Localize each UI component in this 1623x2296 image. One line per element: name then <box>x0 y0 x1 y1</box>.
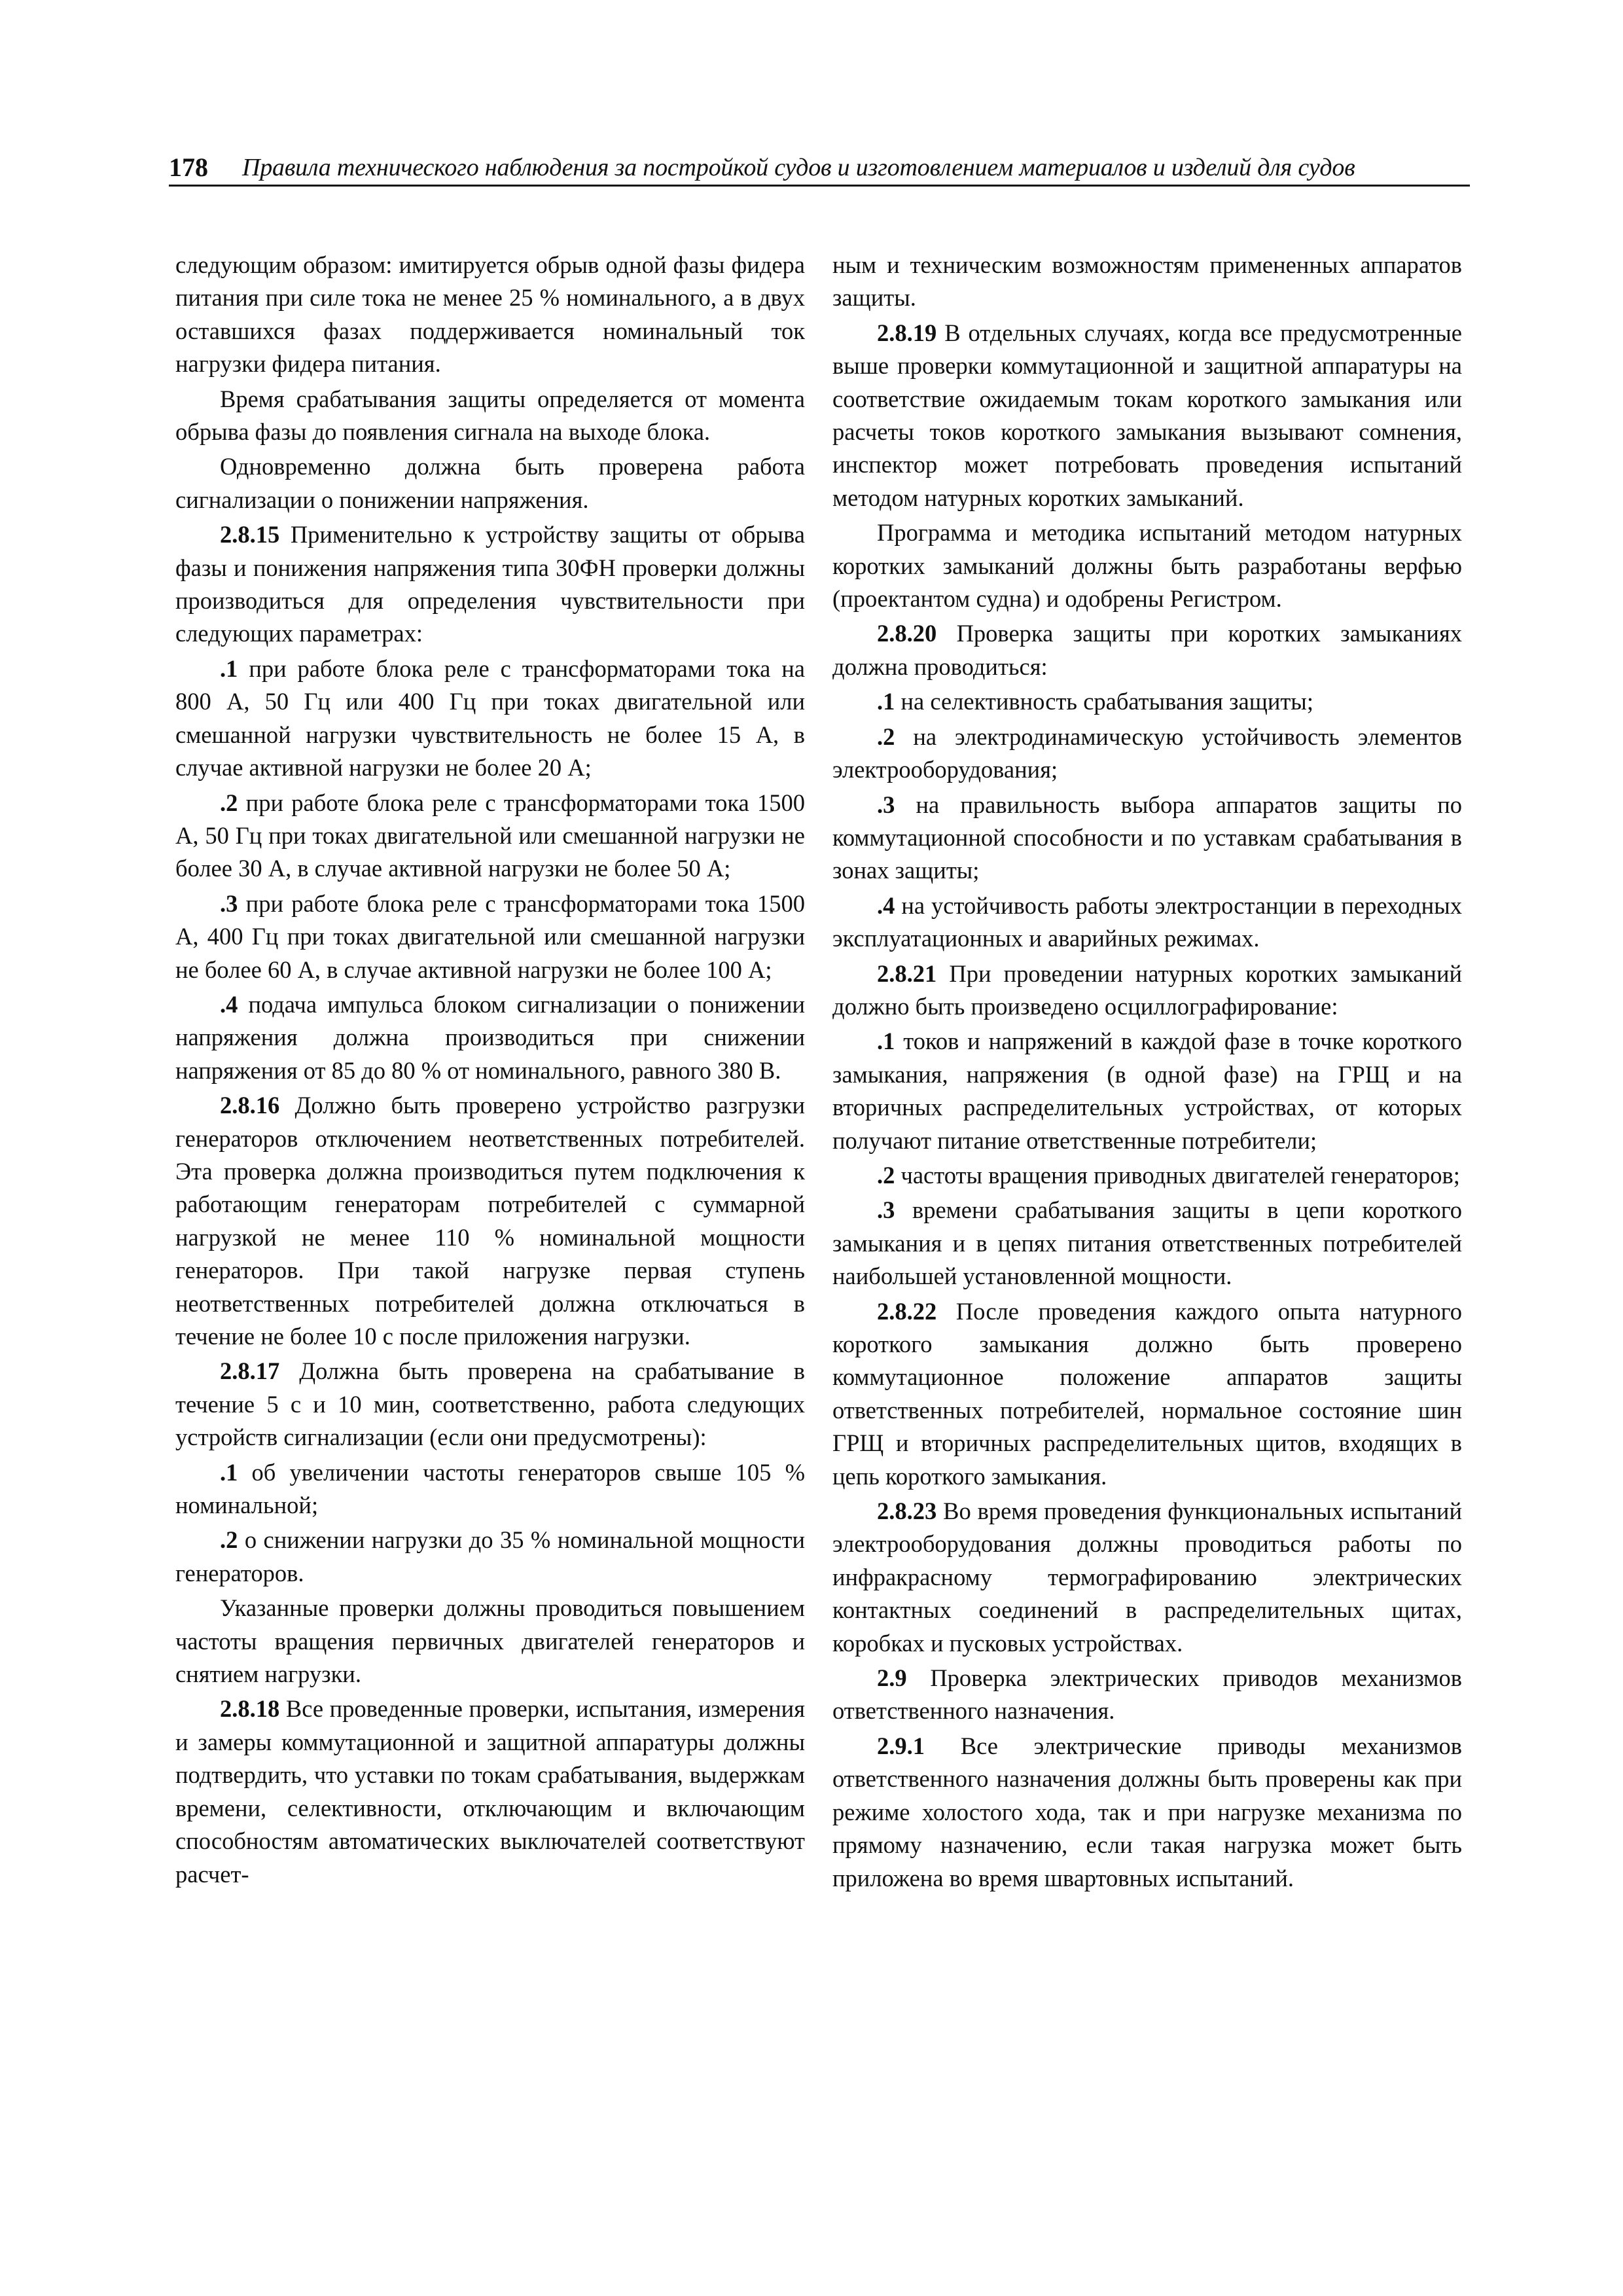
clause-number: .2 <box>220 1526 238 1554</box>
paragraph-text: Указанные проверки должны проводиться повышением частоты вращения первичных двигателей генераторов и снятием нагрузки. <box>175 1594 805 1688</box>
paragraph <box>175 1524 805 1590</box>
paragraph-text: при работе блока реле с трансформаторами тока 1500 А, 50 Гц при токах двигательной или смешанной нагрузки не более 30 А, в случае активной нагрузки не более 50 А; <box>175 789 806 882</box>
clause-number: 2.9.1 <box>877 1732 925 1759</box>
paragraph <box>175 1089 805 1353</box>
paragraph-text: Все электрические приводы механизмов ответственного назначения должны быть проверены как при режиме холостого хода, так и при нагрузке механизма по прямому назначению, если такая нагрузка может быть приложена во время швартовных испытаний. <box>832 1732 1463 1892</box>
paragraph <box>175 1355 805 1454</box>
paragraph-text: времени срабатывания защиты в цепи короткого замыкания и в цепях питания ответственных потребителей наибольшей установленной мощности. <box>832 1196 1463 1290</box>
paragraph <box>832 685 1462 718</box>
paragraph-text: на селективность срабатывания защиты; <box>901 688 1313 715</box>
paragraph <box>175 518 805 651</box>
paragraph <box>832 617 1462 683</box>
clause-number: 2.8.22 <box>877 1297 937 1325</box>
paragraph <box>832 789 1462 888</box>
clause-number: .1 <box>220 1458 238 1486</box>
clause-number: 2.8.20 <box>877 620 937 647</box>
paragraph-text: ным и техническим возможностям примененных аппаратов защиты. <box>832 251 1462 312</box>
paragraph <box>832 516 1462 615</box>
paragraph-text: на правильность выбора аппаратов защиты по коммутационной способности и по уставкам срабатывания в зонах защиты; <box>832 791 1463 884</box>
paragraph <box>832 249 1462 315</box>
clause-number: .2 <box>877 723 895 750</box>
paragraph-text: Должно быть проверено устройство разгрузки генераторов отключением неответственных потребителей. Эта проверка должна производиться путем подключения к работающим генераторам потребителей с суммарной нагрузкой не менее 110 % номинальной мощности генераторов. При такой нагрузке первая ступень неответственных потребителей должна отключаться в течение не более 10 с после приложения нагрузки. <box>175 1092 806 1350</box>
paragraph-text: Время срабатывания защиты определяется от момента обрыва фазы до появления сигнала на выходе блока. <box>175 385 805 446</box>
paragraph <box>832 958 1462 1024</box>
clause-number: .2 <box>877 1161 895 1189</box>
paragraph <box>832 1194 1462 1293</box>
paragraph <box>832 1730 1462 1895</box>
running-title: Правила технического наблюдения за постройкой судов и изготовлением материалов и изделий для судов <box>242 154 1355 181</box>
paragraph-text: Применительно к устройству защиты от обрыва фазы и понижения напряжения типа 30ФН проверки должны производиться для определения чувствительности при следующих параметрах: <box>175 521 805 647</box>
paragraph <box>175 888 805 986</box>
paragraph-text: подача импульса блоком сигнализации о понижении напряжения должна производиться при снижении напряжения от 85 до 80 % от номинального, равного 380 В. <box>175 990 806 1084</box>
paragraph <box>175 988 805 1087</box>
paragraph-text: следующим образом: имитируется обрыв одной фазы фидера питания при силе тока не менее 25 % номинального, а в двух оставшихся фазах поддерживается номинальный ток нагрузки фидера питания. <box>175 251 805 378</box>
clause-number: .1 <box>220 655 238 682</box>
paragraph <box>175 653 805 785</box>
clause-number: .4 <box>877 891 895 919</box>
clause-number: 2.8.17 <box>220 1357 280 1385</box>
paragraph-text: частоты вращения приводных двигателей генераторов; <box>901 1161 1460 1189</box>
paragraph-text: Во время проведения функциональных испытаний электрооборудования должны проводиться работы по инфракрасному термографированию электрических контактных соединений в распределительных щитах, коробках и пусковых устройствах. <box>832 1498 1463 1657</box>
paragraph <box>175 1456 805 1522</box>
clause-number: 2.8.21 <box>877 960 937 987</box>
page-header <box>169 143 1470 187</box>
clause-number: .3 <box>877 1196 895 1224</box>
paragraph-text: Должна быть проверена на срабатывание в течение 5 с и 10 мин, соответственно, работа следующих устройств сигнализации (если они предусмотрены): <box>175 1357 806 1451</box>
paragraph <box>832 1495 1462 1660</box>
clause-number: .2 <box>220 789 238 816</box>
paragraph <box>175 1592 805 1691</box>
clause-number: 2.8.19 <box>877 319 937 346</box>
paragraph-text: токов и напряжений в каждой фазе в точке короткого замыкания, напряжения (в одной фазе) на ГРЩ и на вторичных распределительных устройствах, от которых получают питание ответственные потребители; <box>832 1028 1463 1154</box>
clause-number: .4 <box>220 990 238 1018</box>
paragraph <box>832 889 1462 956</box>
page-number: 178 <box>169 152 208 182</box>
clause-number: .1 <box>877 688 895 715</box>
paragraph <box>175 1693 805 1890</box>
clause-number: .3 <box>220 889 238 917</box>
paragraph-text: Проверка электрических приводов механизмов ответственного назначения. <box>832 1664 1463 1725</box>
paragraph <box>832 1662 1462 1728</box>
paragraph-text: После проведения каждого опыта натурного короткого замыкания должно быть проверено коммутационное положение аппаратов защиты ответственных потребителей, нормальное состояние шин ГРЩ и вторичных распределительных щитов, входящих в цепь короткого замыкания. <box>832 1297 1462 1490</box>
paragraph <box>832 317 1462 514</box>
paragraph <box>832 1159 1462 1192</box>
paragraph <box>832 721 1462 787</box>
paragraph <box>175 383 805 449</box>
paragraph <box>175 450 805 516</box>
left-column <box>175 249 805 1893</box>
paragraph <box>175 787 805 886</box>
clause-number: .3 <box>877 791 895 818</box>
paragraph-text: о снижении нагрузки до 35 % номинальной мощности генераторов. <box>175 1526 806 1587</box>
paragraph <box>832 1025 1462 1157</box>
paragraph <box>175 249 805 381</box>
paragraph-text: Проверка защиты при коротких замыканиях должна проводиться: <box>832 620 1462 680</box>
clause-number: .1 <box>877 1028 895 1055</box>
clause-number: 2.9 <box>877 1664 907 1692</box>
paragraph-text: при работе блока реле с трансформаторами тока на 800 А, 50 Гц или 400 Гц при токах двигательной или смешанной нагрузки чувствительность не более 15 А, в случае активной нагрузки не более 20 А; <box>175 655 806 781</box>
clause-number: 2.8.23 <box>877 1498 937 1525</box>
paragraph-text: Все проведенные проверки, испытания, измерения и замеры коммутационной и защитной аппаратуры должны подтвердить, что уставки по токам срабатывания, выдержкам времени, селективности, отключающим и включающим способностям автоматических выключателей соответствуют расчет- <box>175 1695 806 1888</box>
paragraph-text: на устойчивость работы электростанции в переходных эксплуатационных и аварийных режимах. <box>832 891 1462 952</box>
paragraph-text: Одновременно должна быть проверена работа сигнализации о понижении напряжения. <box>175 453 805 513</box>
paragraph-text: Программа и методика испытаний методом натурных коротких замыканий должны быть разработаны верфью (проектантом судна) и одобрены Регистром. <box>832 519 1462 613</box>
paragraph-text: на электродинамическую устойчивость элементов электрооборудования; <box>832 723 1462 783</box>
right-column <box>832 249 1462 1897</box>
paragraph-text: при работе блока реле с трансформаторами тока 1500 А, 400 Гц при токах двигательной или смешанной нагрузки не более 60 А, в случае активной нагрузки не более 100 А; <box>175 889 806 983</box>
clause-number: 2.8.18 <box>220 1695 280 1723</box>
paragraph-text: При проведении натурных коротких замыканий должно быть произведено осциллографирование: <box>832 960 1463 1020</box>
clause-number: 2.8.16 <box>220 1092 280 1119</box>
paragraph-text: В отдельных случаях, когда все предусмотренные выше проверки коммутационной и защитной аппаратуры на соответствие ожидаемым токам короткого замыкания или расчеты токов короткого замыкания вызывают сомнения, инспектор может потребовать проведения испытаний методом натурных коротких замыканий. <box>832 319 1462 511</box>
paragraph-text: об увеличении частоты генераторов свыше 105 % номинальной; <box>175 1458 805 1519</box>
clause-number: 2.8.15 <box>220 521 280 548</box>
paragraph <box>832 1295 1462 1493</box>
